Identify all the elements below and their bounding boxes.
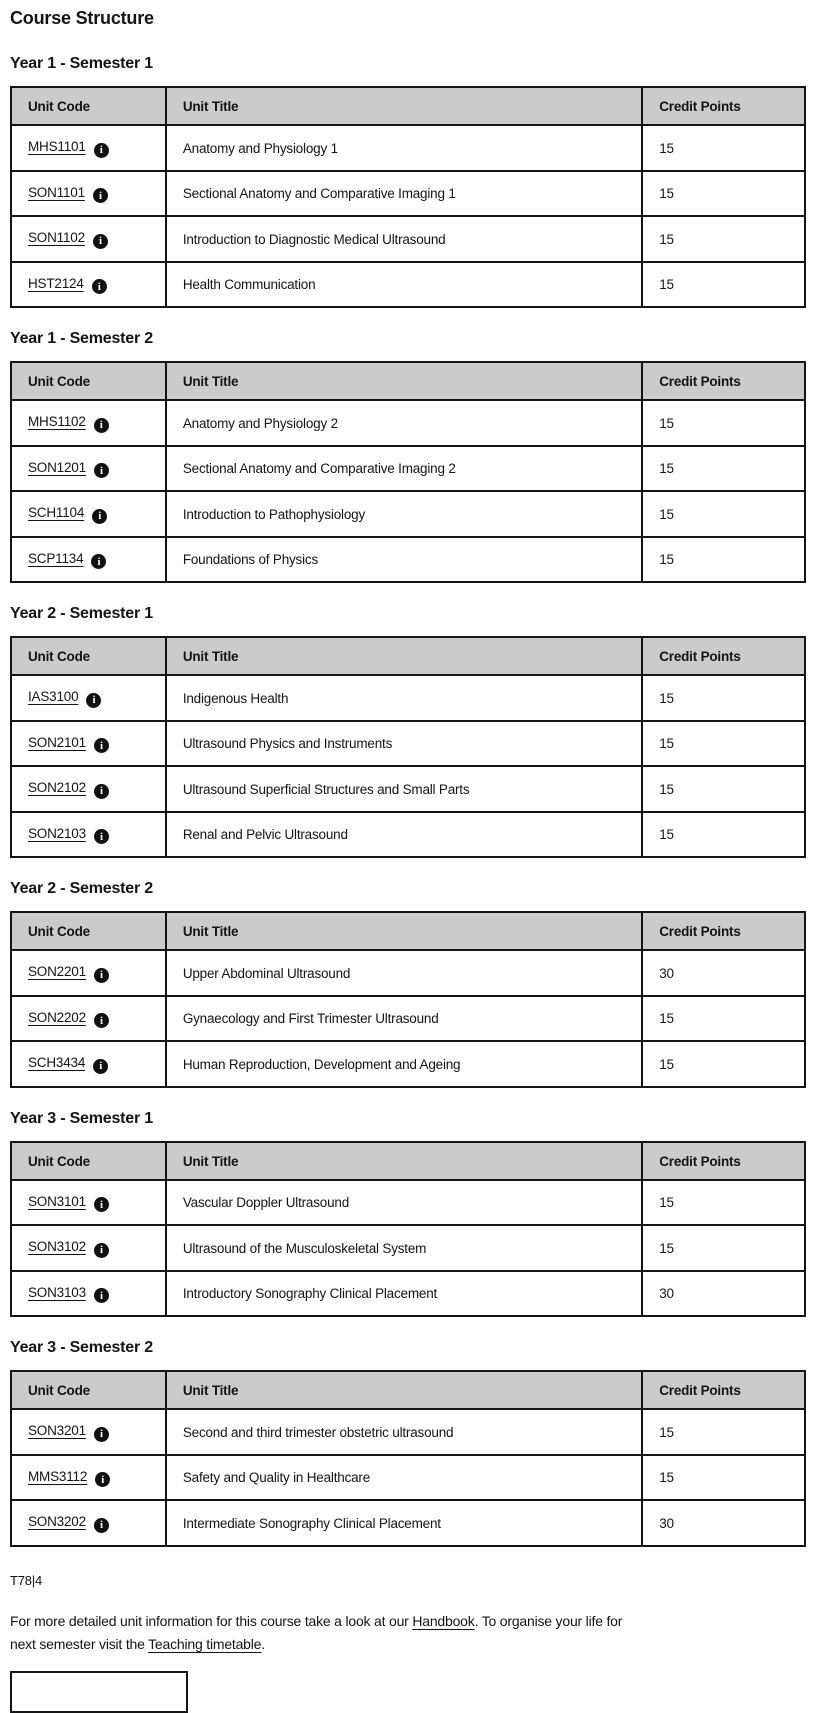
unit-code-link[interactable]: SON2102: [28, 780, 86, 795]
info-icon[interactable]: i: [94, 463, 109, 478]
unit-code-cell: [11, 721, 166, 767]
info-icon[interactable]: i: [94, 829, 109, 844]
handbook-link[interactable]: Handbook: [412, 1612, 475, 1629]
unit-code-link[interactable]: IAS3100: [28, 689, 79, 704]
credit-points-cell: 15: [642, 446, 805, 492]
info-icon[interactable]: i: [94, 784, 109, 799]
credit-points-header: Credit Points: [642, 637, 805, 675]
unit-title-cell: Introductory Sonography Clinical Placement: [166, 1271, 642, 1317]
section-heading-year1-sem1: Year 1 - Semester 1: [10, 55, 153, 72]
footer-action-button[interactable]: [10, 1671, 188, 1713]
unit-code-cell: [11, 950, 166, 996]
credit-points-cell: 15: [642, 262, 805, 308]
unit-title-cell: Second and third trimester obstetric ultrasound: [166, 1409, 642, 1455]
unit-title-header: Unit Title: [166, 912, 642, 950]
footer-text-2: . To organise your life for next semester visit the: [10, 1612, 623, 1652]
info-icon[interactable]: i: [93, 1059, 108, 1074]
unit-code-header: Unit Code: [11, 1142, 166, 1180]
unit-code-link[interactable]: SON1101: [28, 184, 85, 200]
credit-points-cell: 15: [642, 1409, 805, 1455]
footer-text-1: For more detailed unit information for this course take a look at our: [10, 1612, 413, 1629]
info-icon[interactable]: i: [93, 188, 108, 203]
table-row: [11, 216, 805, 262]
table-row: [11, 996, 805, 1042]
unit-title-cell: Intermediate Sonography Clinical Placement: [166, 1500, 642, 1546]
unit-code-link[interactable]: SON3103: [28, 1284, 86, 1300]
credit-points-cell: 15: [642, 537, 805, 583]
unit-code-cell: [11, 1409, 166, 1455]
units-table-year2-sem2: [10, 911, 806, 1088]
units-table-year3-sem1: [10, 1141, 806, 1318]
table-row: [11, 721, 805, 767]
unit-code-link[interactable]: SON3202: [28, 1514, 86, 1529]
unit-code-cell: [11, 537, 166, 583]
units-table-year1-sem1: [10, 86, 806, 308]
table-row: [11, 766, 805, 812]
units-table-year2-sem1: [10, 636, 806, 858]
teaching-timetable-link[interactable]: Teaching timetable: [148, 1635, 262, 1652]
unit-code-cell: [11, 1271, 166, 1317]
unit-code-header: Unit Code: [11, 637, 166, 675]
unit-code-header: Unit Code: [11, 362, 166, 400]
unit-code-header: Unit Code: [11, 87, 166, 125]
unit-code-header: Unit Code: [11, 1371, 166, 1409]
table-row: [11, 400, 805, 446]
unit-code-link[interactable]: SON2202: [28, 1009, 86, 1025]
info-icon[interactable]: i: [94, 1243, 109, 1258]
credit-points-header: Credit Points: [642, 912, 805, 950]
unit-code-cell: [11, 216, 166, 262]
unit-title-cell: Vascular Doppler Ultrasound: [166, 1180, 642, 1226]
unit-code-cell: [11, 171, 166, 217]
unit-code-link[interactable]: SON2201: [28, 964, 86, 979]
unit-code-cell: [11, 446, 166, 492]
table-row: [11, 675, 805, 721]
unit-code-link[interactable]: SCH3434: [28, 1055, 86, 1070]
info-icon[interactable]: i: [94, 143, 109, 158]
unit-title-header: Unit Title: [166, 87, 642, 125]
table-row: [11, 537, 805, 583]
info-icon[interactable]: i: [91, 554, 106, 569]
unit-code-link[interactable]: HST2124: [28, 275, 84, 291]
table-row: [11, 171, 805, 217]
unit-title-cell: Anatomy and Physiology 2: [166, 400, 642, 446]
credit-points-cell: 30: [642, 950, 805, 996]
table-row: [11, 1500, 805, 1546]
unit-code-cell: [11, 996, 166, 1042]
table-row: [11, 1225, 805, 1271]
unit-title-cell: Ultrasound of the Musculoskeletal System: [166, 1225, 642, 1271]
info-icon[interactable]: i: [95, 1472, 110, 1487]
table-row: [11, 812, 805, 858]
credit-points-cell: 15: [642, 1180, 805, 1226]
credit-points-header: Credit Points: [642, 87, 805, 125]
unit-code-cell: [11, 1225, 166, 1271]
unit-code-link[interactable]: SON1201: [28, 459, 86, 475]
table-header-row: [11, 637, 805, 675]
info-icon[interactable]: i: [93, 234, 108, 249]
unit-code-link[interactable]: SON2103: [28, 825, 86, 841]
unit-title-header: Unit Title: [166, 1371, 642, 1409]
unit-title-cell: Introduction to Diagnostic Medical Ultrasound: [166, 216, 642, 262]
credit-points-cell: 15: [642, 812, 805, 858]
unit-title-cell: Sectional Anatomy and Comparative Imaging 2: [166, 446, 642, 492]
unit-code-link[interactable]: SON2101: [28, 734, 86, 750]
table-header-row: [11, 362, 805, 400]
course-structure-page: [0, 8, 816, 1713]
info-icon[interactable]: i: [86, 693, 101, 708]
unit-title-cell: Health Communication: [166, 262, 642, 308]
table-row: [11, 446, 805, 492]
course-code-footnote: T78|4: [10, 1572, 43, 1588]
info-icon[interactable]: i: [94, 1013, 109, 1028]
info-icon[interactable]: i: [92, 509, 107, 524]
unit-code-link[interactable]: SON3101: [28, 1193, 86, 1209]
info-icon[interactable]: i: [94, 1427, 109, 1442]
unit-title-cell: Introduction to Pathophysiology: [166, 491, 642, 537]
table-row: [11, 262, 805, 308]
unit-code-link[interactable]: SON3102: [28, 1239, 86, 1254]
unit-code-cell: [11, 1455, 166, 1501]
unit-code-header: Unit Code: [11, 912, 166, 950]
unit-code-cell: [11, 491, 166, 537]
credit-points-cell: 15: [642, 125, 805, 171]
unit-title-cell: Sectional Anatomy and Comparative Imaging 1: [166, 171, 642, 217]
credit-points-cell: 15: [642, 766, 805, 812]
credit-points-cell: 30: [642, 1271, 805, 1317]
section-heading-year2-sem1: Year 2 - Semester 1: [10, 605, 153, 622]
section-heading-year2-sem2: Year 2 - Semester 2: [10, 880, 153, 897]
unit-title-cell: Anatomy and Physiology 1: [166, 125, 642, 171]
credit-points-cell: 15: [642, 171, 805, 217]
unit-code-cell: [11, 262, 166, 308]
section-heading-year1-sem2: Year 1 - Semester 2: [10, 330, 153, 347]
unit-code-cell: [11, 675, 166, 721]
unit-title-cell: Foundations of Physics: [166, 537, 642, 583]
unit-code-link[interactable]: SON3201: [28, 1423, 86, 1438]
info-icon[interactable]: i: [94, 738, 109, 753]
unit-title-cell: Human Reproduction, Development and Ageing: [166, 1041, 642, 1087]
table-row: [11, 125, 805, 171]
credit-points-cell: 15: [642, 491, 805, 537]
credit-points-cell: 15: [642, 1455, 805, 1501]
unit-title-cell: Upper Abdominal Ultrasound: [166, 950, 642, 996]
unit-title-cell: Gynaecology and First Trimester Ultrasound: [166, 996, 642, 1042]
credit-points-cell: 15: [642, 400, 805, 446]
table-header-row: [11, 87, 805, 125]
credit-points-cell: 15: [642, 721, 805, 767]
unit-code-cell: [11, 1041, 166, 1087]
info-icon[interactable]: i: [94, 968, 109, 983]
footer-paragraph: [10, 1610, 634, 1656]
credit-points-header: Credit Points: [642, 1142, 805, 1180]
info-icon[interactable]: i: [94, 1518, 109, 1533]
unit-code-link[interactable]: MMS3112: [28, 1468, 88, 1484]
unit-title-cell: Safety and Quality in Healthcare: [166, 1455, 642, 1501]
credit-points-cell: 15: [642, 996, 805, 1042]
table-header-row: [11, 1142, 805, 1180]
unit-code-link[interactable]: SCP1134: [28, 550, 84, 566]
page-title: Course Structure: [10, 8, 154, 28]
table-header-row: [11, 912, 805, 950]
credit-points-header: Credit Points: [642, 1371, 805, 1409]
footer-text-3: .: [261, 1635, 265, 1652]
unit-title-header: Unit Title: [166, 1142, 642, 1180]
table-row: [11, 1271, 805, 1317]
section-heading-year3-sem2: Year 3 - Semester 2: [10, 1339, 153, 1356]
unit-title-header: Unit Title: [166, 637, 642, 675]
table-row: [11, 491, 805, 537]
credit-points-cell: 15: [642, 216, 805, 262]
unit-code-link[interactable]: SON1102: [28, 230, 85, 245]
table-row: [11, 1409, 805, 1455]
table-row: [11, 1455, 805, 1501]
unit-code-cell: [11, 812, 166, 858]
unit-code-cell: [11, 766, 166, 812]
credit-points-cell: 15: [642, 675, 805, 721]
credit-points-header: Credit Points: [642, 362, 805, 400]
section-heading-year3-sem1: Year 3 - Semester 1: [10, 1109, 153, 1127]
credit-points-cell: 15: [642, 1041, 805, 1087]
table-row: [11, 950, 805, 996]
unit-code-link[interactable]: SCH1104: [28, 505, 85, 520]
unit-code-cell: [11, 1180, 166, 1226]
info-icon[interactable]: i: [94, 418, 109, 433]
units-table-year3-sem2: [10, 1370, 806, 1547]
unit-code-link[interactable]: MHS1101: [28, 139, 86, 154]
table-row: [11, 1180, 805, 1226]
unit-title-cell: Indigenous Health: [166, 675, 642, 721]
table-header-row: [11, 1371, 805, 1409]
table-row: [11, 1041, 805, 1087]
unit-code-cell: [11, 400, 166, 446]
unit-title-cell: Ultrasound Physics and Instruments: [166, 721, 642, 767]
unit-title-header: Unit Title: [166, 362, 642, 400]
unit-code-link[interactable]: MHS1102: [28, 414, 86, 429]
unit-title-cell: Renal and Pelvic Ultrasound: [166, 812, 642, 858]
info-icon[interactable]: i: [94, 1288, 109, 1303]
unit-code-cell: [11, 125, 166, 171]
credit-points-cell: 30: [642, 1500, 805, 1546]
unit-code-cell: [11, 1500, 166, 1546]
info-icon[interactable]: i: [94, 1197, 109, 1212]
info-icon[interactable]: i: [92, 279, 107, 294]
credit-points-cell: 15: [642, 1225, 805, 1271]
unit-title-cell: Ultrasound Superficial Structures and Small Parts: [166, 766, 642, 812]
units-table-year1-sem2: [10, 361, 806, 583]
